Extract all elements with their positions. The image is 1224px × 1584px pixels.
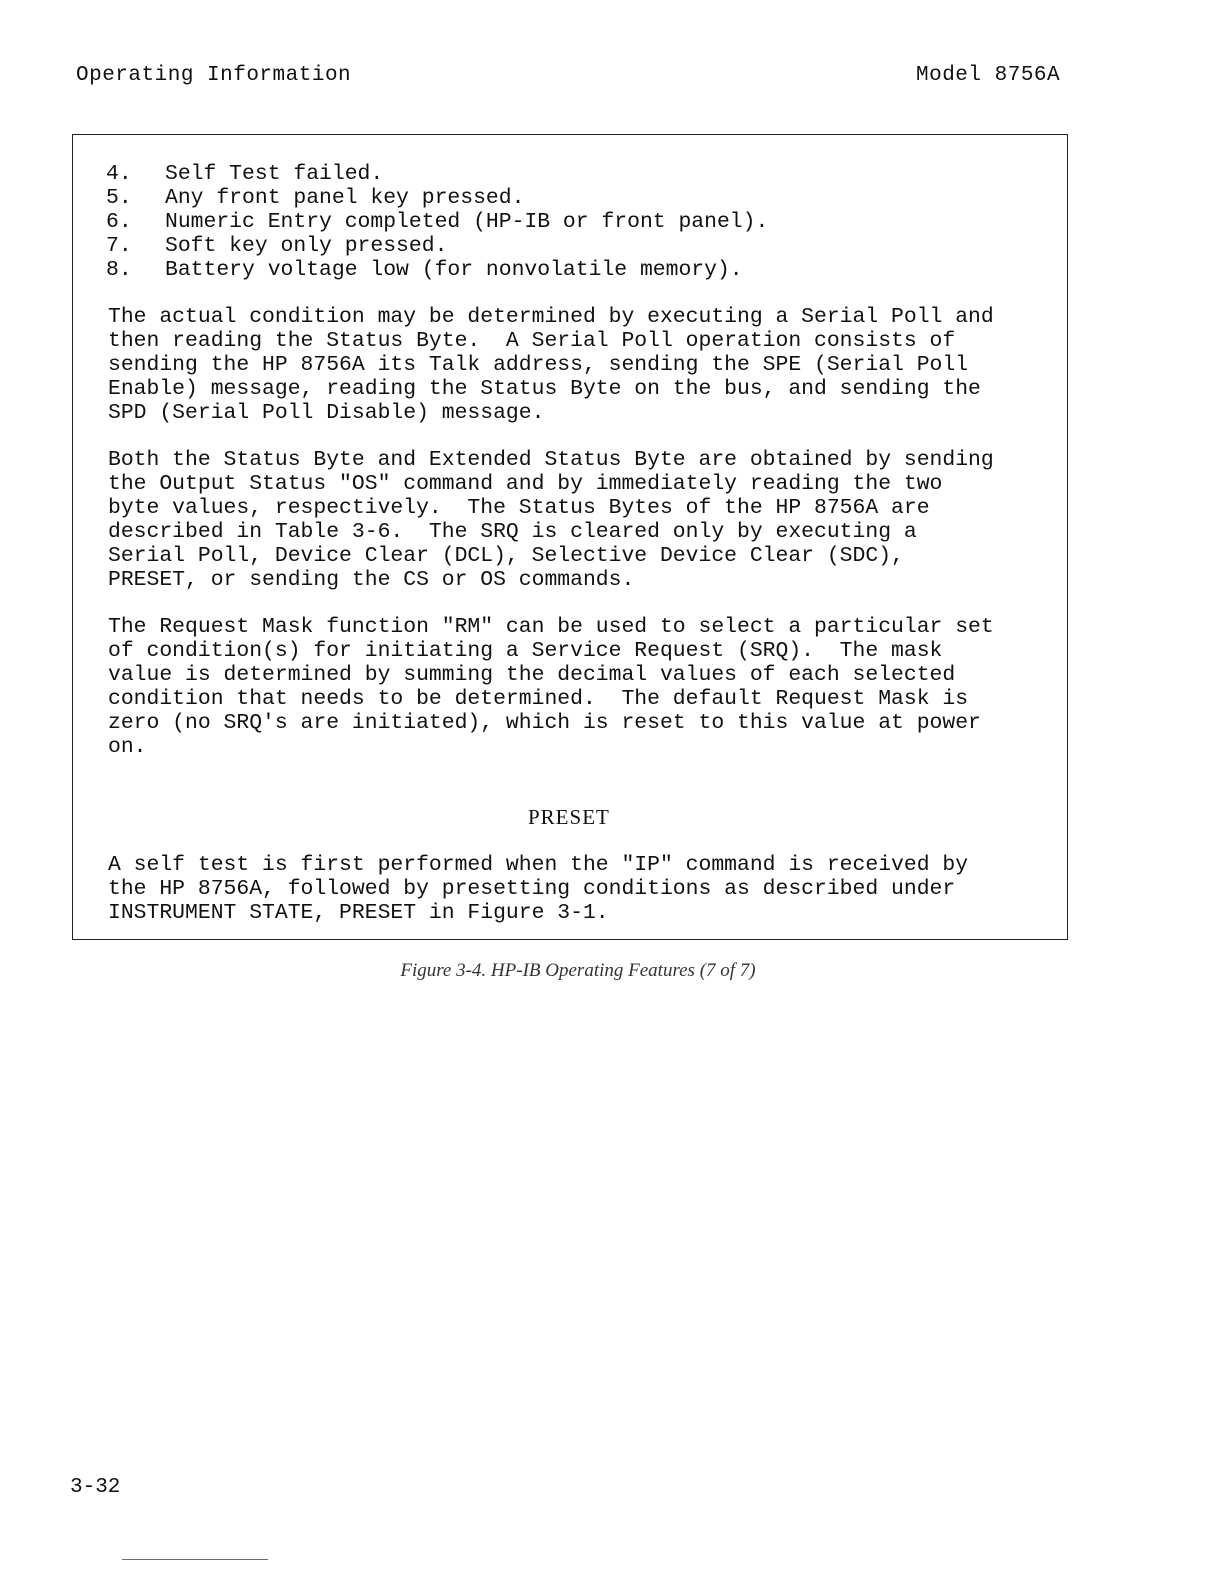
paragraph-line: INSTRUMENT STATE, PRESET in Figure 3-1.: [108, 901, 609, 925]
list-item-text: Battery voltage low (for nonvolatile memory).: [165, 258, 743, 282]
list-item-number: 4.: [106, 162, 132, 186]
list-item-text: Soft key only pressed.: [165, 234, 448, 258]
paragraph-line: The Request Mask function "RM" can be used to select a particular set: [108, 615, 994, 639]
paragraph-line: A self test is first performed when the "IP" command is received by: [108, 853, 969, 877]
paragraph-line: on.: [108, 735, 147, 759]
section-heading-preset: PRESET: [528, 805, 610, 829]
page-number: 3-32: [70, 1476, 121, 1499]
list-item-text: Numeric Entry completed (HP-IB or front panel).: [165, 210, 769, 234]
list-item: [106, 258, 768, 282]
serial-poll-paragraph: [108, 305, 1038, 425]
paragraph-line: the HP 8756A, followed by presetting conditions as described under: [108, 877, 956, 901]
paragraph-line: of condition(s) for initiating a Service Request (SRQ). The mask: [108, 639, 943, 663]
preset-paragraph: [108, 853, 1038, 925]
condition-list: [106, 162, 768, 282]
paragraph-line: The actual condition may be determined by executing a Serial Poll and: [108, 305, 994, 329]
list-item: [106, 186, 768, 210]
list-item-number: 6.: [106, 210, 132, 234]
paragraph-line: byte values, respectively. The Status Bytes of the HP 8756A are: [108, 496, 930, 520]
list-item-number: 8.: [106, 258, 132, 282]
list-item: [106, 234, 768, 258]
request-mask-paragraph: [108, 615, 1038, 759]
list-item-number: 5.: [106, 186, 132, 210]
list-item-text: Self Test failed.: [165, 162, 384, 186]
paragraph-line: condition that needs to be determined. The default Request Mask is: [108, 687, 969, 711]
list-item-text: Any front panel key pressed.: [165, 186, 525, 210]
footer-rule: [122, 1559, 268, 1560]
running-header-model: Model 8756A: [916, 64, 1061, 87]
paragraph-line: then reading the Status Byte. A Serial Poll operation consists of: [108, 329, 956, 353]
paragraph-line: Both the Status Byte and Extended Status Byte are obtained by sending: [108, 448, 994, 472]
paragraph-line: SPD (Serial Poll Disable) message.: [108, 401, 545, 425]
paragraph-line: sending the HP 8756A its Talk address, sending the SPE (Serial Poll: [108, 353, 969, 377]
paragraph-line: Enable) message, reading the Status Byte on the bus, and sending the: [108, 377, 981, 401]
list-item: [106, 210, 768, 234]
paragraph-line: zero (no SRQ's are initiated), which is reset to this value at power: [108, 711, 981, 735]
list-item: [106, 162, 768, 186]
paragraph-line: described in Table 3-6. The SRQ is cleared only by executing a: [108, 520, 917, 544]
status-bytes-paragraph: [108, 448, 1038, 592]
paragraph-line: value is determined by summing the decimal values of each selected: [108, 663, 956, 687]
paragraph-line: the Output Status "OS" command and by immediately reading the two: [108, 472, 943, 496]
paragraph-line: PRESET, or sending the CS or OS commands.: [108, 568, 635, 592]
figure-caption: Figure 3-4. HP-IB Operating Features (7 of 7): [400, 960, 756, 981]
list-item-number: 7.: [106, 234, 132, 258]
paragraph-line: Serial Poll, Device Clear (DCL), Selective Device Clear (SDC),: [108, 544, 904, 568]
running-header-title: Operating Information: [76, 64, 352, 87]
